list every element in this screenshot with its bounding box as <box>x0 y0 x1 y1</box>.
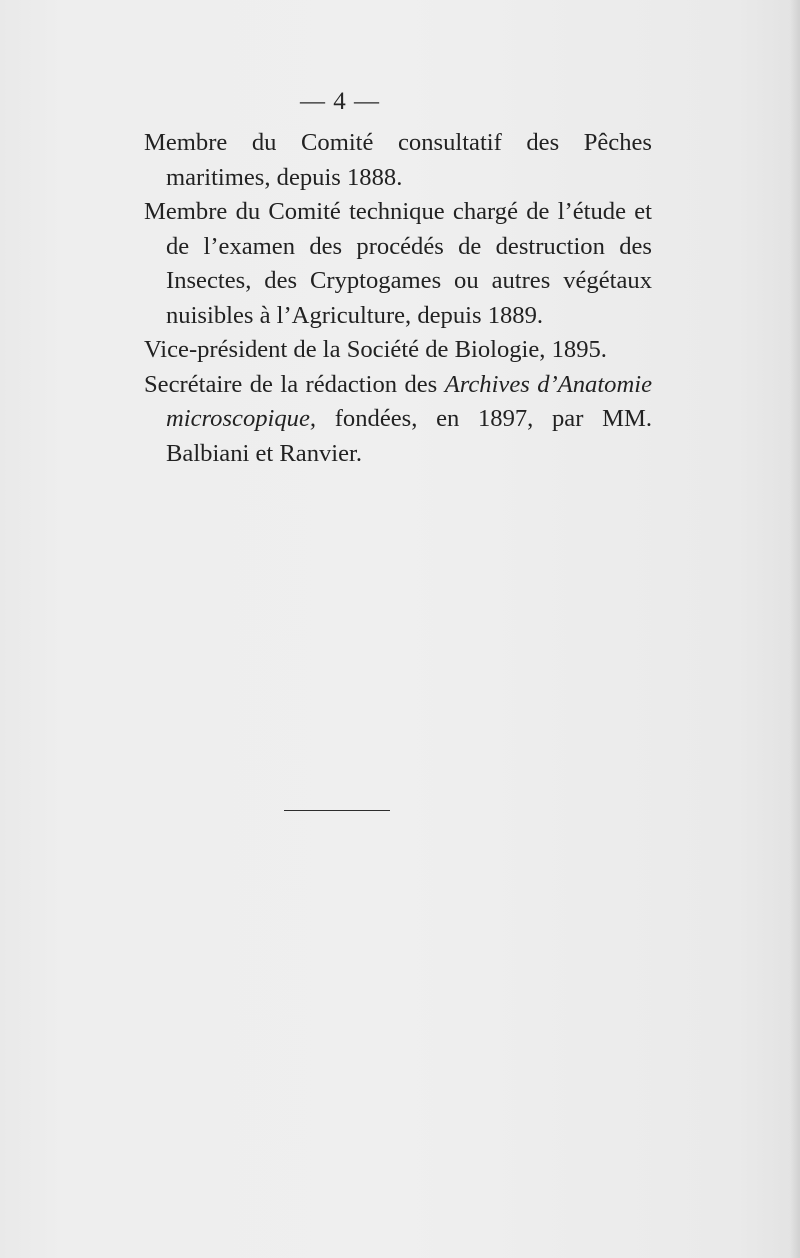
entry-text: Vice-président de la Société de Biologie, 1895. <box>144 336 607 363</box>
entries-list <box>144 126 652 471</box>
section-divider <box>284 810 390 811</box>
entry-societe-biologie <box>144 333 652 368</box>
entry-archives <box>144 368 652 472</box>
entry-text: Secrétaire de la rédaction des <box>144 370 445 398</box>
entry-text: Membre du Comité technique chargé de l’étude et de l’examen des procédés de destruction des Insectes, des Cryptogames ou autres végétaux nuisibles à l’Agriculture, depuis 1889. <box>144 198 652 329</box>
entry-text: fondées, en 1897, par MM. Balbiani et Ranvier. <box>166 405 652 467</box>
entry-comite-technique <box>144 195 652 333</box>
entry-peches <box>144 126 652 195</box>
page-number: — 4 — <box>300 88 380 115</box>
entry-text: Membre du Comité consultatif des Pêches maritimes, depuis 1888. <box>144 129 652 191</box>
page-edge-shadow <box>790 0 800 1258</box>
journal-title: Archives d’Anatomie microscopique, <box>166 370 652 432</box>
